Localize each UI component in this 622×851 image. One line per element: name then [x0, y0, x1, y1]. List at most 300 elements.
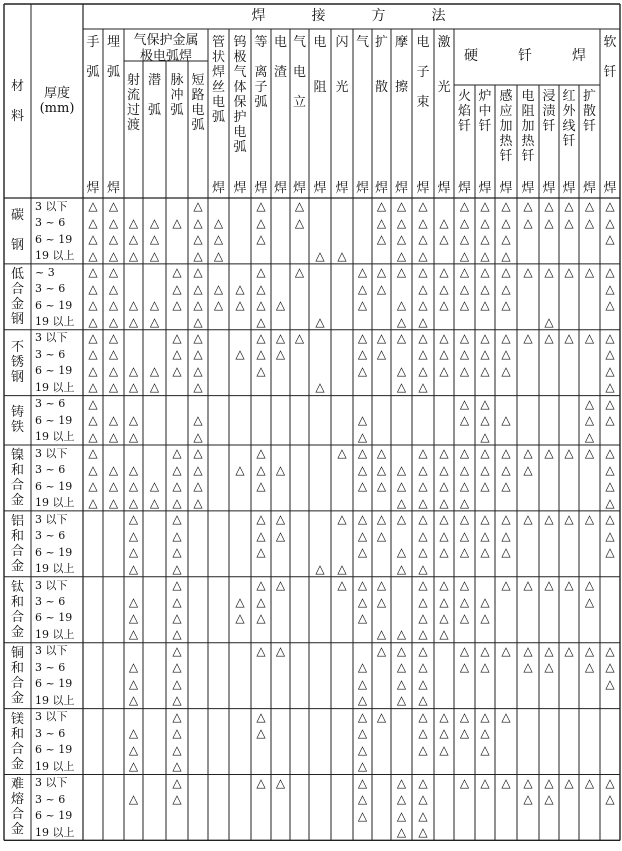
thickness-cell: 3 ~ 6	[35, 529, 66, 543]
applicable-mark: △	[256, 462, 266, 477]
applicable-mark: △	[459, 545, 470, 560]
column-header-23	[539, 89, 559, 196]
applicable-mark: △	[439, 479, 449, 494]
applicable-mark: △	[396, 660, 407, 675]
thickness-cell: 6 ~ 19	[35, 545, 73, 559]
applicable-mark: △	[256, 528, 266, 543]
column-header-label: 短 路 电 弧	[191, 73, 205, 133]
applicable-mark: △	[439, 363, 449, 378]
applicable-mark: △	[376, 578, 387, 593]
column-header-suffix: 焊	[335, 181, 349, 196]
applicable-mark: △	[418, 215, 428, 230]
applicable-mark: △	[376, 347, 387, 362]
applicable-mark: △	[396, 775, 407, 790]
applicable-mark: △	[418, 660, 428, 675]
applicable-mark: △	[88, 248, 98, 263]
applicable-mark: △	[256, 545, 266, 560]
applicable-mark: △	[396, 561, 407, 576]
applicable-mark: △	[605, 380, 615, 395]
applicable-mark: △	[376, 512, 387, 527]
applicable-mark: △	[396, 545, 407, 560]
applicable-mark: △	[337, 512, 347, 527]
applicable-mark: △	[128, 742, 139, 757]
applicable-mark: △	[584, 775, 595, 790]
material-name: 不 锈 钢	[10, 340, 24, 386]
applicable-mark: △	[315, 314, 325, 329]
thickness-cell: 3 ~ 6	[35, 726, 66, 740]
applicable-mark: △	[235, 347, 245, 362]
applicable-mark: △	[275, 462, 286, 477]
applicable-mark: △	[172, 495, 182, 510]
applicable-mark: △	[584, 512, 595, 527]
applicable-mark: △	[459, 479, 470, 494]
thickness-cell: 6 ~ 19	[35, 364, 73, 378]
applicable-mark: △	[501, 528, 511, 543]
column-header-14	[353, 35, 372, 196]
applicable-mark: △	[357, 742, 368, 757]
applicable-mark: △	[459, 528, 470, 543]
applicable-mark: △	[480, 512, 490, 527]
column-header-label: 潜 弧	[147, 73, 161, 118]
applicable-mark: △	[584, 199, 595, 214]
applicable-mark: △	[523, 199, 533, 214]
applicable-mark: △	[480, 281, 490, 296]
applicable-mark: △	[88, 363, 98, 378]
applicable-mark: △	[128, 676, 139, 691]
applicable-mark: △	[396, 363, 407, 378]
applicable-mark: △	[480, 660, 490, 675]
applicable-mark: △	[584, 446, 595, 461]
applicable-mark: △	[128, 314, 139, 329]
applicable-mark: △	[501, 265, 511, 280]
applicable-mark: △	[256, 330, 266, 345]
thickness-cell: 3 以下	[35, 776, 68, 790]
applicable-mark: △	[172, 726, 182, 741]
applicable-mark: △	[172, 545, 182, 560]
applicable-mark: △	[564, 215, 574, 230]
applicable-mark: △	[396, 643, 407, 658]
applicable-mark: △	[418, 709, 428, 724]
applicable-mark: △	[564, 643, 574, 658]
applicable-mark: △	[605, 281, 615, 296]
applicable-mark: △	[584, 396, 595, 411]
applicable-mark: △	[357, 726, 368, 741]
applicable-mark: △	[357, 610, 368, 625]
thickness-cell: 3 ~ 6	[35, 660, 66, 674]
applicable-mark: △	[501, 232, 511, 247]
applicable-mark: △	[418, 775, 428, 790]
applicable-mark: △	[376, 709, 387, 724]
applicable-mark: △	[128, 380, 139, 395]
thickness-cell: 3 ~ 6	[35, 397, 66, 411]
applicable-mark: △	[128, 545, 139, 560]
column-header-suffix: 焊	[292, 181, 306, 196]
applicable-mark: △	[584, 215, 595, 230]
material-name: 难 熔 合 金	[10, 777, 24, 838]
applicable-mark: △	[459, 594, 470, 609]
applicable-mark: △	[480, 363, 490, 378]
thickness-cell: 3 以下	[35, 512, 68, 526]
column-header-label: 激 光	[437, 35, 451, 95]
hard-brazing-group-header: 硬 钎 焊	[464, 48, 590, 65]
applicable-mark: △	[357, 709, 368, 724]
applicable-mark: △	[439, 528, 449, 543]
applicable-mark: △	[523, 446, 533, 461]
applicable-mark: △	[172, 281, 182, 296]
applicable-mark: △	[193, 298, 203, 313]
column-header-label: 炉 中 钎	[478, 89, 492, 134]
applicable-mark: △	[584, 330, 595, 345]
applicable-mark: △	[376, 281, 387, 296]
applicable-mark: △	[480, 347, 490, 362]
applicable-mark: △	[357, 759, 368, 774]
applicable-mark: △	[256, 479, 266, 494]
applicable-mark: △	[396, 248, 407, 263]
column-header-label: 射 流 过 渡	[126, 73, 140, 133]
applicable-mark: △	[108, 363, 119, 378]
applicable-mark: △	[172, 446, 182, 461]
applicable-mark: △	[376, 199, 387, 214]
applicable-mark: △	[418, 545, 428, 560]
applicable-mark: △	[256, 578, 266, 593]
applicable-mark: △	[376, 330, 387, 345]
applicable-mark: △	[418, 462, 428, 477]
column-header-label: 气 电 立	[292, 35, 306, 110]
thickness-cell: 19 以上	[35, 380, 75, 394]
thickness-cell: 6 ~ 19	[35, 413, 73, 427]
column-header-label: 闪 光	[335, 35, 349, 95]
applicable-mark: △	[128, 512, 139, 527]
applicable-mark: △	[501, 643, 511, 658]
applicable-mark: △	[172, 676, 182, 691]
applicable-mark: △	[544, 199, 554, 214]
thickness-cell: 6 ~ 19	[35, 479, 73, 493]
applicable-mark: △	[439, 298, 449, 313]
applicable-mark: △	[149, 314, 160, 329]
column-header-label: 脉 冲 弧	[170, 73, 184, 118]
applicable-mark: △	[172, 660, 182, 675]
column-header-suffix: 焊	[603, 181, 617, 196]
applicable-mark: △	[275, 347, 286, 362]
applicable-mark: △	[128, 792, 139, 807]
applicable-mark: △	[357, 413, 368, 428]
column-header-10	[271, 35, 290, 196]
applicable-mark: △	[193, 199, 203, 214]
applicable-mark: △	[88, 413, 98, 428]
applicable-mark: △	[418, 742, 428, 757]
applicable-mark: △	[376, 462, 387, 477]
column-header-label: 电 阻	[313, 35, 327, 95]
applicable-mark: △	[315, 561, 325, 576]
material-column-header: 材 料	[10, 78, 24, 124]
applicable-mark: △	[480, 462, 490, 477]
applicable-mark: △	[605, 512, 615, 527]
column-header-7	[208, 35, 229, 196]
applicable-mark: △	[396, 265, 407, 280]
thickness-cell: 3 以下	[35, 644, 68, 658]
applicable-mark: △	[108, 413, 119, 428]
applicable-mark: △	[523, 578, 533, 593]
thickness-cell: 19 以上	[35, 759, 75, 773]
applicable-mark: △	[128, 627, 139, 642]
applicable-mark: △	[523, 775, 533, 790]
applicable-mark: △	[108, 298, 119, 313]
applicable-mark: △	[88, 330, 98, 345]
applicable-mark: △	[172, 759, 182, 774]
applicable-mark: △	[459, 281, 470, 296]
column-header-suffix: 焊	[273, 181, 287, 196]
applicable-mark: △	[418, 693, 428, 708]
applicable-mark: △	[256, 363, 266, 378]
applicable-mark: △	[88, 495, 98, 510]
column-header-label: 浸 渍 钎	[542, 89, 556, 134]
applicable-mark: △	[376, 528, 387, 543]
applicable-mark: △	[357, 363, 368, 378]
applicable-mark: △	[418, 627, 428, 642]
applicable-mark: △	[418, 380, 428, 395]
applicable-mark: △	[439, 578, 449, 593]
applicable-mark: △	[193, 215, 203, 230]
applicable-mark: △	[605, 495, 615, 510]
applicable-mark: △	[213, 248, 224, 263]
applicable-mark: △	[149, 495, 160, 510]
applicable-mark: △	[396, 380, 407, 395]
applicable-mark: △	[357, 578, 368, 593]
column-header-3	[124, 73, 143, 196]
applicable-mark: △	[172, 627, 182, 642]
applicable-mark: △	[193, 446, 203, 461]
column-header-22	[517, 89, 539, 196]
applicable-mark: △	[337, 446, 347, 461]
thickness-cell: 3 ~ 6	[35, 216, 66, 230]
applicable-mark: △	[193, 232, 203, 247]
gmaw-group-header: 气保护金属极电弧焊	[133, 32, 199, 64]
applicable-mark: △	[128, 561, 139, 576]
applicable-mark: △	[108, 380, 119, 395]
applicable-mark: △	[172, 330, 182, 345]
applicable-mark: △	[88, 215, 98, 230]
applicable-mark: △	[396, 676, 407, 691]
applicable-mark: △	[235, 462, 245, 477]
applicable-mark: △	[275, 775, 286, 790]
thickness-cell: ~ 3	[35, 265, 55, 279]
applicable-mark: △	[584, 578, 595, 593]
applicable-mark: △	[108, 347, 119, 362]
column-header-label: 扩 散	[374, 35, 388, 95]
column-header-label: 电 子 束	[416, 35, 430, 110]
applicable-mark: △	[605, 363, 615, 378]
applicable-mark: △	[193, 479, 203, 494]
material-name: 镁 和 合 金	[10, 711, 24, 772]
applicable-mark: △	[376, 232, 387, 247]
applicable-mark: △	[88, 232, 98, 247]
applicable-mark: △	[480, 232, 490, 247]
applicable-mark: △	[439, 495, 449, 510]
column-header-suffix: 焊	[254, 181, 268, 196]
applicable-mark: △	[480, 709, 490, 724]
applicable-mark: △	[108, 429, 119, 444]
applicable-mark: △	[128, 528, 139, 543]
applicable-mark: △	[275, 330, 286, 345]
applicable-mark: △	[418, 726, 428, 741]
applicable-mark: △	[396, 232, 407, 247]
applicable-mark: △	[88, 479, 98, 494]
applicable-mark: △	[193, 248, 203, 263]
applicable-mark: △	[480, 594, 490, 609]
applicable-mark: △	[439, 330, 449, 345]
column-header-19	[454, 89, 475, 196]
applicable-mark: △	[605, 775, 615, 790]
applicable-mark: △	[584, 594, 595, 609]
applicable-mark: △	[584, 413, 595, 428]
applicable-mark: △	[418, 281, 428, 296]
column-header-18	[434, 35, 454, 196]
applicable-mark: △	[439, 446, 449, 461]
welding-method-header: 焊 接 方 法	[251, 7, 452, 24]
applicable-mark: △	[480, 479, 490, 494]
applicable-mark: △	[480, 396, 490, 411]
applicable-mark: △	[564, 578, 574, 593]
applicable-mark: △	[501, 479, 511, 494]
applicable-mark: △	[523, 265, 533, 280]
applicable-mark: △	[459, 446, 470, 461]
column-header-8	[229, 35, 251, 196]
applicable-mark: △	[501, 413, 511, 428]
column-header-suffix: 焊	[394, 181, 408, 196]
applicable-mark: △	[88, 446, 98, 461]
applicable-mark: △	[523, 512, 533, 527]
column-header-label: 软 钎	[603, 35, 617, 80]
column-header-suffix: 焊	[457, 181, 471, 196]
applicable-mark: △	[418, 330, 428, 345]
applicable-mark: △	[256, 512, 266, 527]
applicable-mark: △	[193, 495, 203, 510]
applicable-mark: △	[501, 347, 511, 362]
applicable-mark: △	[357, 347, 368, 362]
column-header-16	[391, 35, 412, 196]
applicable-mark: △	[439, 281, 449, 296]
applicable-mark: △	[149, 298, 160, 313]
applicable-mark: △	[564, 265, 574, 280]
applicable-mark: △	[235, 281, 245, 296]
column-header-24	[559, 89, 579, 196]
applicable-mark: △	[418, 610, 428, 625]
applicable-mark: △	[193, 380, 203, 395]
column-header-4	[143, 73, 166, 196]
applicable-mark: △	[108, 215, 119, 230]
thickness-cell: 3 ~ 6	[35, 595, 66, 608]
column-header-26	[600, 35, 620, 196]
applicable-mark: △	[357, 479, 368, 494]
applicable-mark: △	[108, 495, 119, 510]
applicable-mark: △	[459, 232, 470, 247]
applicable-mark: △	[357, 775, 368, 790]
applicable-mark: △	[459, 215, 470, 230]
applicable-mark: △	[128, 363, 139, 378]
applicable-mark: △	[357, 693, 368, 708]
applicable-mark: △	[544, 512, 554, 527]
applicable-mark: △	[128, 726, 139, 741]
applicable-mark: △	[128, 298, 139, 313]
applicable-mark: △	[357, 528, 368, 543]
applicable-mark: △	[172, 363, 182, 378]
thickness-cell: 19 以上	[35, 693, 75, 707]
thickness-cell: 19 以上	[35, 249, 75, 263]
column-header-suffix: 焊	[542, 181, 556, 196]
applicable-mark: △	[128, 610, 139, 625]
column-header-5	[166, 73, 188, 196]
applicable-mark: △	[172, 578, 182, 593]
applicable-mark: △	[459, 413, 470, 428]
applicable-mark: △	[172, 462, 182, 477]
applicable-mark: △	[357, 545, 368, 560]
applicable-mark: △	[605, 347, 615, 362]
thickness-cell: 6 ~ 19	[35, 743, 73, 757]
applicable-mark: △	[193, 347, 203, 362]
column-header-15	[372, 35, 391, 196]
column-header-label: 埋 弧	[106, 35, 120, 80]
applicable-mark: △	[128, 479, 139, 494]
column-header-label: 红 外 线 钎	[562, 89, 576, 149]
applicable-mark: △	[396, 199, 407, 214]
column-header-suffix: 焊	[437, 181, 451, 196]
applicable-mark: △	[128, 594, 139, 609]
applicable-mark: △	[459, 330, 470, 345]
thickness-cell: 6 ~ 19	[35, 809, 73, 823]
applicable-mark: △	[584, 429, 595, 444]
applicable-mark: △	[213, 232, 224, 247]
applicable-mark: △	[193, 281, 203, 296]
applicable-mark: △	[172, 215, 182, 230]
applicable-mark: △	[523, 660, 533, 675]
applicable-mark: △	[605, 396, 615, 411]
applicable-mark: △	[459, 347, 470, 362]
applicable-mark: △	[501, 578, 511, 593]
applicable-mark: △	[501, 545, 511, 560]
applicable-mark: △	[88, 380, 98, 395]
applicable-mark: △	[418, 265, 428, 280]
column-header-25	[579, 89, 600, 196]
applicable-mark: △	[544, 792, 554, 807]
applicable-mark: △	[564, 199, 574, 214]
applicable-mark: △	[193, 363, 203, 378]
column-header-suffix: 焊	[582, 181, 596, 196]
applicable-mark: △	[439, 215, 449, 230]
applicable-mark: △	[480, 215, 490, 230]
material-name: 铝 和 合 金	[10, 513, 24, 574]
applicable-mark: △	[605, 676, 615, 691]
applicable-mark: △	[149, 479, 160, 494]
applicable-mark: △	[605, 792, 615, 807]
applicable-mark: △	[480, 775, 490, 790]
applicable-mark: △	[605, 446, 615, 461]
applicable-mark: △	[418, 512, 428, 527]
column-header-label: 手 弧	[86, 35, 100, 80]
applicable-mark: △	[544, 215, 554, 230]
applicable-mark: △	[357, 808, 368, 823]
applicable-mark: △	[128, 693, 139, 708]
thickness-cell: 3 以下	[35, 331, 68, 345]
applicable-mark: △	[128, 759, 139, 774]
applicable-mark: △	[418, 643, 428, 658]
applicable-mark: △	[193, 413, 203, 428]
applicable-mark: △	[564, 775, 574, 790]
applicable-mark: △	[564, 446, 574, 461]
applicable-mark: △	[396, 462, 407, 477]
applicable-mark: △	[584, 660, 595, 675]
column-header-suffix: 焊	[106, 181, 120, 196]
applicable-mark: △	[376, 215, 387, 230]
